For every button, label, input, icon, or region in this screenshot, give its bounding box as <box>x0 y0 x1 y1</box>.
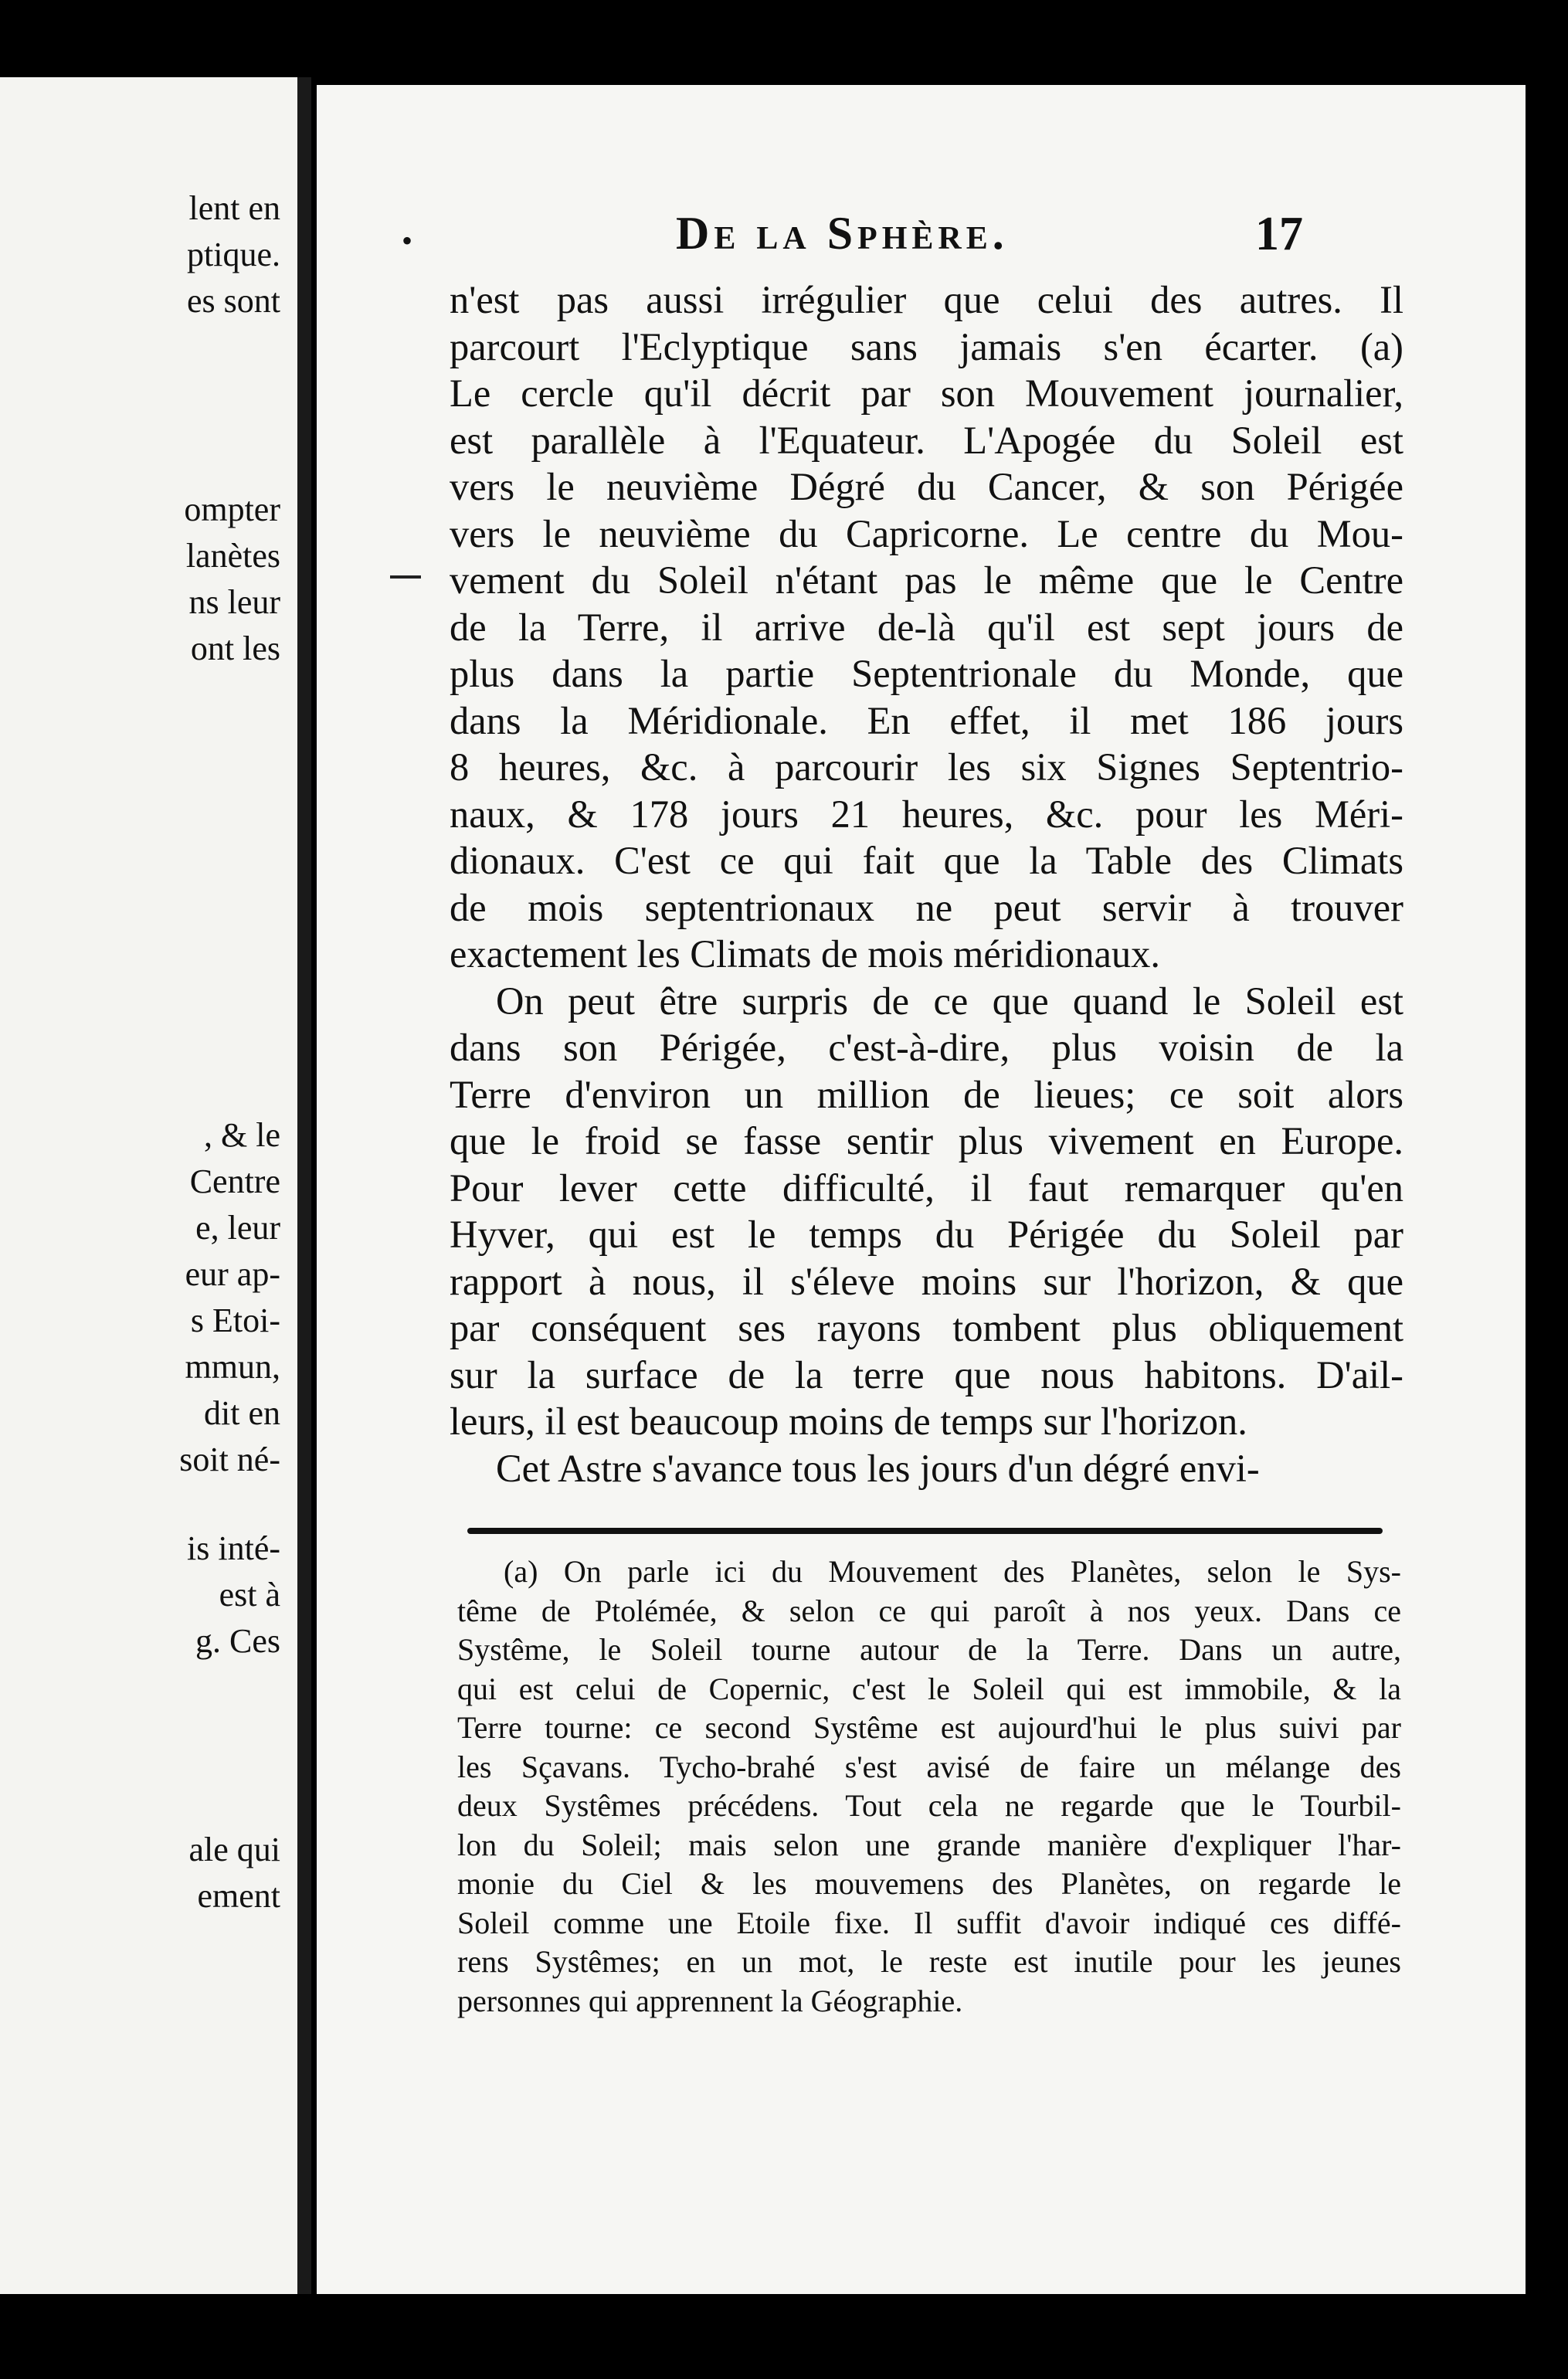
footnote-line: Soleil comme une Etoile fixe. Il suffit d'avoir indiqué ces diffé- <box>457 1905 1401 1940</box>
footnote-line: Systême, le Soleil tourne autour de la Terre. Dans un autre, <box>457 1632 1401 1667</box>
left-page-line: Centre <box>189 1162 280 1200</box>
body-line: Cet Astre s'avance tous les jours d'un dégré envi- <box>496 1446 1260 1490</box>
footnote-line: Terre tourne: ce second Systême est aujourd'hui le plus suivi par <box>457 1710 1401 1745</box>
body-line: de mois septentrionaux ne peut servir à trouver <box>450 885 1403 929</box>
left-page-line: ement <box>197 1877 280 1915</box>
footnote-line: personnes qui apprennent la Géographie. <box>457 1983 963 2018</box>
left-page-line: ont les <box>190 630 280 667</box>
body-line: par conséquent ses rayons tombent plus obliquement <box>450 1306 1403 1349</box>
body-line: vement du Soleil n'étant pas le même que le Centre <box>450 558 1403 602</box>
left-page-line: dit en <box>204 1394 280 1432</box>
left-page-line: s Etoi- <box>190 1301 280 1339</box>
right-page <box>317 85 1526 2294</box>
left-page-line: soit né- <box>179 1441 280 1478</box>
body-line: Hyver, qui est le temps du Périgée du Soleil par <box>450 1213 1403 1256</box>
left-page-line: ale qui <box>188 1831 280 1868</box>
margin-mark <box>390 575 421 579</box>
body-line: Le cercle qu'il décrit par son Mouvement journalier, <box>450 372 1403 415</box>
left-page-line: , & le <box>204 1116 280 1154</box>
body-line: parcourt l'Eclyptique sans jamais s'en écarter. (a) <box>450 324 1403 368</box>
body-line: dionaux. C'est ce qui fait que la Table des Climats <box>450 839 1403 882</box>
body-line: dans son Périgée, c'est-à-dire, plus voisin de la <box>450 1026 1403 1069</box>
body-line: exactement les Climats de mois méridionaux. <box>450 932 1160 976</box>
body-line: plus dans la partie Septentrionale du Monde, que <box>450 652 1403 695</box>
footnote-line: deux Systêmes précédens. Tout cela ne regarde que le Tourbil- <box>457 1788 1401 1823</box>
left-page-line: g. Ces <box>195 1622 280 1660</box>
body-line: On peut être surpris de ce que quand le Soleil est <box>496 979 1403 1023</box>
footnote-line: monie du Ciel & les mouvemens des Planètes, on regarde le <box>457 1866 1401 1901</box>
footnote-line: rens Systêmes; en un mot, le reste est inutile pour les jeunes <box>457 1944 1401 1979</box>
body-line: leurs, il est beaucoup moins de temps sur l'horizon. <box>450 1400 1247 1443</box>
left-page-line: est à <box>219 1576 280 1614</box>
left-page-fragment <box>0 77 297 2294</box>
body-line: que le froid se fasse sentir plus vivement en Europe. <box>450 1119 1403 1162</box>
left-page-line: ns leur <box>188 583 280 621</box>
body-line: n'est pas aussi irrégulier que celui des autres. Il <box>450 278 1403 321</box>
body-line: dans la Méridionale. En effet, il met 186 jours <box>450 698 1403 742</box>
running-title: De la Sphère. <box>676 208 1009 259</box>
left-page-line: mmun, <box>185 1348 280 1386</box>
body-line: vers le neuvième du Capricorne. Le centre du Mou- <box>450 511 1403 555</box>
body-line: sur la surface de la terre que nous habitons. D'ail- <box>450 1352 1403 1397</box>
left-page-line: lent en <box>188 189 280 227</box>
body-line: de la Terre, il arrive de-là qu'il est sept jours de <box>450 605 1403 649</box>
book-gutter <box>297 77 311 2294</box>
left-page-line: is inté- <box>187 1529 280 1567</box>
header-dot: • <box>402 223 413 258</box>
body-line: Pour lever cette difficulté, il faut remarquer qu'en <box>450 1166 1403 1210</box>
footnote-line: (a) On parle ici du Mouvement des Planètes, selon le Sys- <box>504 1554 1401 1589</box>
body-line: naux, & 178 jours 21 heures, &c. pour les Méri- <box>450 792 1403 836</box>
footnote-line: lon du Soleil; mais selon une grande manière d'expliquer l'har- <box>457 1827 1401 1862</box>
body-line: Terre d'environ un million de lieues; ce soit alors <box>450 1072 1403 1116</box>
footnote-rule <box>467 1528 1383 1534</box>
left-page-line: e, leur <box>195 1209 280 1247</box>
left-page-line: es sont <box>187 282 280 320</box>
body-line: rapport à nous, il s'éleve moins sur l'horizon, & que <box>450 1259 1403 1303</box>
footnote-line: les Sçavans. Tycho-brahé s'est avisé de faire un mélange des <box>457 1749 1401 1784</box>
left-page-line: ompter <box>184 490 280 528</box>
left-page-line: eur ap- <box>185 1255 280 1293</box>
left-page-line: ptique. <box>187 236 280 273</box>
body-line: est parallèle à l'Equateur. L'Apogée du Soleil est <box>450 418 1403 462</box>
body-line: 8 heures, &c. à parcourir les six Signes Septentrio- <box>450 745 1403 789</box>
page-header <box>317 207 1526 269</box>
left-page-line: lanètes <box>185 537 280 575</box>
footnote-line: qui est celui de Copernic, c'est le Soleil qui est immobile, & la <box>457 1671 1401 1706</box>
body-line: vers le neuvième Dégré du Cancer, & son Périgée <box>450 465 1403 508</box>
page-number: 17 <box>1255 208 1303 260</box>
footnote-line: tême de Ptolémée, & selon ce qui paroît à nos yeux. Dans ce <box>457 1593 1401 1628</box>
